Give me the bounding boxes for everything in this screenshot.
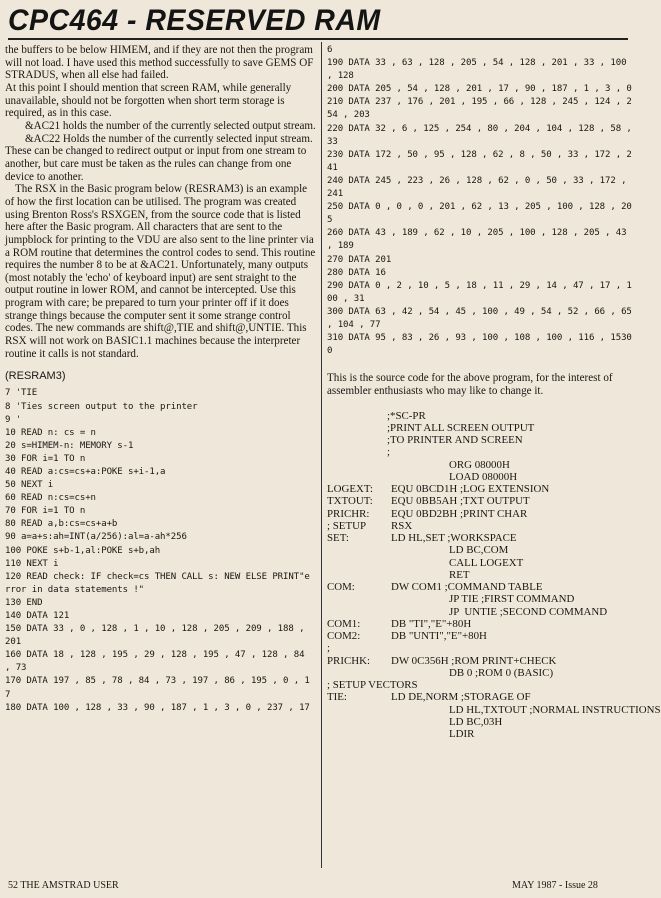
asm-line — [327, 410, 632, 422]
asm-label — [327, 716, 387, 728]
paragraph: The RSX in the Basic program below (RESRAM3) is an example of how the first location can be utilised. The program was created using Brenton Ross's RSXGEN, from the source code that is listed here after the Basic program. All characters that are sent to the jumpblock for printing to the VDU are also sent to the line printer via a ROM routine that determines the control codes to send. This routine requires the number 8 to be at &AC21. Unfortunately, many outputs (most notably the 'echo' of keyboard input) are sent straight to the output routine in lower ROM, and cannot be intercepted. Use this program with care; be prepared to turn your printer off if it does strange things because the computer sent it some strange control codes. The new commands are shift@,TIE and shift@,UNTIE. This RSX will not work on BASIC1.1 machines because the interpreter routine it calls is not standard. — [5, 183, 316, 360]
asm-instruction: LDIR — [449, 728, 475, 741]
asm-line — [327, 434, 632, 446]
asm-label — [327, 569, 387, 581]
asm-instruction: CALL LOGEXT — [449, 556, 524, 569]
asm-line — [327, 716, 632, 728]
asm-line — [327, 728, 632, 740]
asm-line — [327, 691, 632, 703]
asm-line — [327, 446, 632, 458]
asm-line — [327, 642, 632, 654]
asm-instruction: LD BC,03H — [449, 715, 503, 728]
asm-instruction: ;*SC-PR — [387, 409, 426, 422]
asm-label: ; — [327, 642, 331, 655]
asm-instruction: ;PRINT ALL SCREEN OUTPUT — [387, 421, 535, 434]
asm-line — [327, 655, 632, 667]
source-intro: This is the source code for the above program, for the interest of assembler enthusiasts who may like to change it. — [327, 372, 613, 397]
asm-instruction: JP UNTIE ;SECOND COMMAND — [449, 605, 608, 618]
footer-left: 52 THE AMSTRAD USER — [8, 880, 119, 891]
asm-line — [327, 483, 632, 495]
asm-instruction: LD HL,SET ;WORKSPACE — [391, 532, 517, 545]
asm-label — [327, 434, 387, 446]
asm-line — [327, 593, 632, 605]
asm-label — [327, 459, 387, 471]
asm-instruction: DB 0 ;ROM 0 (BASIC) — [449, 666, 554, 679]
asm-line — [327, 459, 632, 471]
asm-label: LOGEXT: — [327, 483, 374, 496]
asm-label: SET: — [327, 532, 349, 545]
asm-instruction: EQU 0BB5AH ;TXT OUTPUT — [391, 495, 530, 508]
asm-line — [327, 495, 632, 507]
asm-label — [327, 446, 387, 458]
asm-instruction: RET — [449, 568, 470, 581]
asm-label: COM1: — [327, 617, 361, 630]
footer-right: MAY 1987 - Issue 28 — [512, 880, 598, 891]
asm-instruction: LD HL,TXTOUT ;NORMAL INSTRUCTIONS — [449, 703, 661, 716]
asm-line — [327, 703, 661, 716]
asm-label — [327, 557, 387, 569]
paragraph: &AC21 holds the number of the currently selected output stream. — [25, 119, 316, 132]
title-rule — [8, 38, 628, 40]
asm-instruction: ; — [387, 446, 391, 459]
asm-label — [327, 544, 387, 556]
asm-line — [327, 520, 632, 532]
asm-instruction: JP TIE ;FIRST COMMAND — [449, 593, 575, 606]
basic-listing-part1: 7 'TIE 8 'Ties screen output to the printer 9 ' 10 READ n: cs = n 20 s=HIMEM-n: MEMORY s-1 30 FOR i=1 TO n 40 READ a:cs=cs+a:POKE s+i-1,a 50 NEXT i 60 READ n:cs=cs+n 70 FOR i=1 TO n 80 READ a,b:cs=cs+a+b 90 a=a+s:ah=INT(a/256):al=a-ah*256 100 POKE s+b-1,al:POKE s+b,ah 110 NEXT i 120 READ check: IF check=cs THEN CALL s: NEW ELSE PRINT"e rror in data statements !" 130 END 140 DATA 121 150 DATA 33 , 0 , 128 , 1 , 10 , 128 , 205 , 209 , 188 , 201 160 DATA 18 , 128 , 195 , 29 , 128 , 195 , 47 , 128 , 84 , 73 170 DATA 197 , 85 , 78 , 84 , 73 , 197 , 86 , 195 , 0 , 1 7 180 DATA 100 , 128 , 33 , 90 , 187 , 1 , 3 , 0 , 237 , 17 — [5, 388, 310, 713]
asm-label: COM: — [327, 581, 355, 594]
listing-title: (RESRAM3) — [5, 370, 66, 383]
asm-line — [327, 544, 632, 556]
basic-listing-part2: 6 190 DATA 33 , 63 , 128 , 205 , 54 , 128 , 201 , 33 , 100 , 128 200 DATA 205 , 54 , 128 , 201 , 17 , 90 , 187 , 1 , 3 , 0 210 DATA 237 , 176 , 201 , 195 , 66 , 128 , 245 , 124 , 2 54 , 203 220 DATA 32 , 6 , 125 , 254 , 80 , 204 , 104 , 128 , 58 , 33 230 DATA 172 , 50 , 95 , 128 , 62 , 8 , 50 , 33 , 172 , 2 41 240 DATA 245 , 223 , 26 , 128 , 62 , 0 , 50 , 33 , 172 , 241 250 DATA 0 , 0 , 0 , 201 , 62 , 13 , 205 , 100 , 128 , 20 5 260 DATA 43 , 189 , 62 , 10 , 205 , 100 , 128 , 205 , 43 , 189 270 DATA 201 280 DATA 16 290 DATA 0 , 2 , 10 , 5 , 18 , 11 , 29 , 14 , 47 , 17 , 1 00 , 31 300 DATA 63 , 42 , 54 , 45 , 100 , 49 , 54 , 52 , 66 , 65 , 104 , 77 310 DATA 95 , 83 , 26 , 93 , 100 , 108 , 100 , 116 , 1530 0 — [327, 45, 632, 357]
paragraph: These can be changed to redirect output or input from one stream to another, but care must be taken as the rules can change from one device to another. — [5, 145, 307, 183]
asm-line — [327, 581, 632, 593]
asm-line — [327, 422, 632, 434]
paragraph: the buffers to be below HIMEM, and if they are not then the program will not load. I have used this method successfully to save GEMS OF STRADUS, when all else had failed. — [5, 44, 314, 82]
asm-label: TXTOUT: — [327, 495, 373, 508]
asm-line — [327, 618, 632, 630]
asm-label — [327, 422, 387, 434]
asm-instruction: EQU 0BCD1H ;LOG EXTENSION — [391, 483, 550, 496]
asm-label: COM2: — [327, 630, 361, 643]
asm-label: PRICHR: — [327, 507, 370, 520]
asm-line — [327, 667, 632, 679]
asm-instruction: LD DE,NORM ;STORAGE OF — [391, 691, 531, 704]
asm-line — [327, 569, 632, 581]
asm-line — [327, 471, 632, 483]
asm-label — [327, 471, 387, 483]
asm-instruction: DB "TI","E"+80H — [391, 617, 472, 630]
asm-label — [327, 606, 387, 618]
asm-line — [327, 557, 632, 569]
asm-instruction: LD BC,COM — [449, 544, 509, 557]
asm-instruction: RSX — [391, 519, 413, 532]
left-column — [5, 44, 317, 715]
assembler-listing — [327, 409, 661, 741]
asm-label — [327, 593, 387, 605]
asm-line — [327, 630, 632, 642]
asm-label: ; SETUP — [327, 519, 367, 532]
asm-line — [327, 606, 632, 618]
asm-instruction: DW 0C356H ;ROM PRINT+CHECK — [391, 654, 557, 667]
asm-label — [327, 704, 387, 716]
asm-label: ; SETUP VECTORS — [327, 679, 418, 692]
asm-line — [327, 679, 632, 691]
asm-instruction: ;TO PRINTER AND SCREEN — [387, 434, 523, 447]
asm-line — [327, 508, 632, 520]
asm-label: PRICHK: — [327, 654, 370, 667]
asm-label — [327, 667, 387, 679]
paragraph: &AC22 Holds the number of the currently selected input stream. — [25, 132, 313, 145]
asm-label — [327, 728, 387, 740]
asm-instruction: EQU 0BD2BH ;PRINT CHAR — [391, 507, 528, 520]
asm-label — [327, 410, 387, 422]
asm-label: TIE: — [327, 691, 347, 704]
asm-line — [327, 532, 632, 544]
asm-instruction: DW COM1 ;COMMAND TABLE — [391, 581, 543, 594]
right-column — [327, 44, 661, 741]
page-title: CPC464 - RESERVED RAM — [8, 4, 381, 37]
asm-instruction: ORG 08000H — [449, 458, 510, 471]
asm-instruction: DB "UNTI","E"+80H — [391, 630, 487, 643]
paragraph: At this point I should mention that screen RAM, while generally unavailable, should not be forgotten when short term storage is required, as in this case. — [5, 81, 292, 120]
article-text — [5, 44, 317, 360]
column-divider — [321, 42, 322, 868]
asm-instruction: LOAD 08000H — [449, 470, 518, 483]
